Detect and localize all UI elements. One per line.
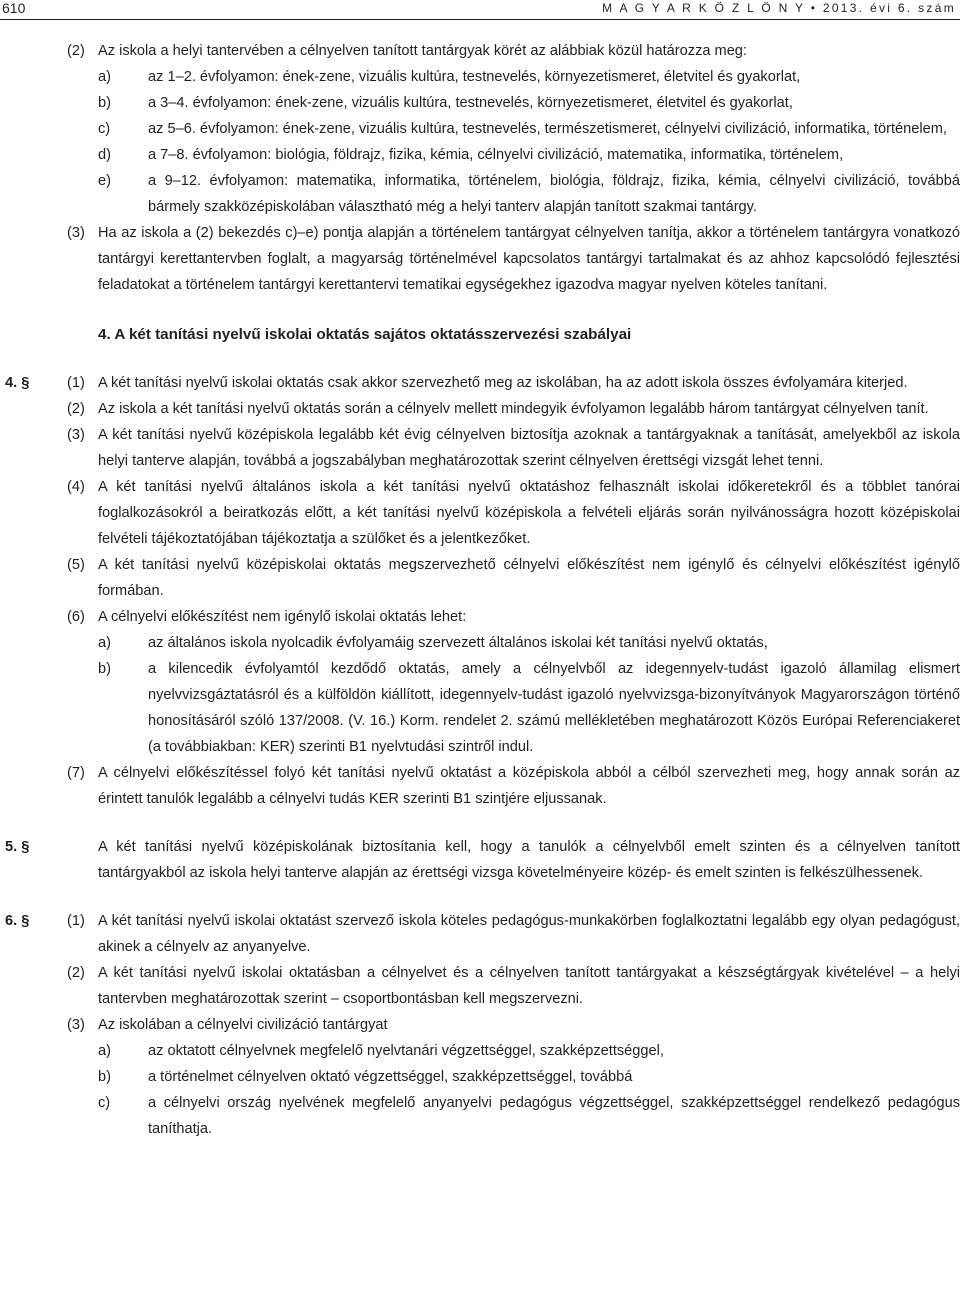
section-6 (0, 908, 960, 1142)
section-mark: 5. § (5, 839, 30, 855)
item-letter: c) (98, 121, 111, 137)
paragraph-number: (2) (67, 43, 85, 59)
item-letter: c) (98, 1095, 111, 1111)
paragraph (0, 370, 960, 396)
paragraph (0, 908, 960, 960)
paragraph-number: (5) (67, 557, 85, 573)
section-5 (0, 834, 960, 886)
paragraph (0, 552, 960, 604)
paragraph-text: az 5–6. évfolyamon: ének-zene, vizuális kultúra, testnevelés, természetismeret, célnyelvi civilizáció, informatika, történelem, (148, 121, 947, 137)
section-mark: 4. § (5, 375, 30, 391)
page-number: 610 (2, 0, 26, 16)
section-4 (0, 370, 960, 812)
list-item (0, 1064, 960, 1090)
paragraph (0, 396, 960, 422)
page-header (0, 0, 960, 22)
paragraph (0, 760, 960, 812)
item-letter: b) (98, 95, 111, 111)
paragraph (0, 604, 960, 630)
paragraph (0, 38, 960, 64)
item-letter: b) (98, 1069, 111, 1085)
paragraph-number: (1) (67, 375, 85, 391)
header-rule (0, 19, 960, 20)
paragraph-text: A két tanítási nyelvű középiskola legalább két évig célnyelven biztosítja azoknak a tantárgyaknak a tanítását, amelyekből az iskola helyi tanterve alapján, továbbá a jogszabályban meghatározottak szerint célnyelven érettségi vizsgát lehet tenni. (98, 427, 960, 469)
item-letter: b) (98, 661, 111, 677)
paragraph-text: a 9–12. évfolyamon: matematika, informatika, történelem, biológia, földrajz, fizika, kémia, célnyelvi civilizáció, továbbá bármely szakközépiskolában választható még a helyi tanterv alapján tanított szakmai tantárgy. (148, 173, 960, 215)
paragraph-text: a kilencedik évfolyamtól kezdődő oktatás, amely a célnyelvből az idegennyelv-tudást igazoló államilag elismert nyelvvizsgáztatásról és a külföldön kiállított, idegennyelv-tudást igazoló nyelvvizsga-bizonyítványok Magyarországon történő honosításáról szóló 137/2008. (V. 16.) Korm. rendelet 2. számú mellékletében meghatározott Közös Európai Referenciakeret (a továbbiakban: KER) szerinti B1 nyelvtudási szintről indul. (148, 661, 960, 755)
document-body (0, 38, 960, 1142)
journal-title: M A G Y A R K Ö Z L Ö N Y • 2013. évi 6. szám (602, 1, 956, 15)
paragraph-number: (3) (67, 225, 85, 241)
item-letter: a) (98, 69, 111, 85)
list-item (0, 116, 960, 142)
paragraph-text: A két tanítási nyelvű általános iskola a két tanítási nyelvű oktatáshoz felhasznált iskolai időkeretekről és a többlet tanórai foglalkozásokról a beiratkozás előtt, a két tanítási nyelvű középiskola a felvételi eljárás során nyilvánosságra hozott középiskolai felvételi tájékoztatójában tájékoztatja a szülőket és a jelentkezőket. (98, 479, 960, 547)
paragraph-number: (4) (67, 479, 85, 495)
paragraph-text: Az iskola a két tanítási nyelvű oktatás során a célnyelv mellett mindegyik évfolyamon legalább három tantárgyat célnyelven tanít. (98, 401, 929, 417)
paragraph-text: A két tanítási nyelvű középiskolai oktatás megszervezhető célnyelvi előkészítést nem igénylő és célnyelvi előkészítést igénylő formában. (98, 557, 960, 599)
section-gap (0, 812, 960, 834)
item-letter: a) (98, 635, 111, 651)
paragraph-number: (2) (67, 965, 85, 981)
paragraph-text: az 1–2. évfolyamon: ének-zene, vizuális kultúra, testnevelés, környezetismeret, életvitel és gyakorlat, (148, 69, 801, 85)
paragraph-text: A két tanítási nyelvű középiskolának biztosítania kell, hogy a tanulók a célnyelvből emelt szinten és a célnyelven tanított tantárgyakból az iskola helyi tanterve alapján az érettségi vizsga követelményeire közép- és emelt szinten is felkészülhessenek. (98, 839, 960, 881)
paragraph-number: (3) (67, 1017, 85, 1033)
paragraph-number: (3) (67, 427, 85, 443)
paragraph-number: (7) (67, 765, 85, 781)
item-letter: d) (98, 147, 111, 163)
paragraph-text: az általános iskola nyolcadik évfolyamáig szervezett általános iskolai két tanítási nyelvű oktatás, (148, 635, 768, 651)
paragraph-text: Az iskolában a célnyelvi civilizáció tantárgyat (98, 1017, 388, 1033)
list-item (0, 168, 960, 220)
paragraph-block-2-3 (0, 38, 960, 298)
paragraph-text: A két tanítási nyelvű iskolai oktatásban a célnyelvet és a célnyelven tanított tantárgyakat a készségtárgyak kivételével – a helyi tantervben meghatározottak szerint – csoportbontásban kell megszervezni. (98, 965, 960, 1007)
paragraph-text: a 3–4. évfolyamon: ének-zene, vizuális kultúra, testnevelés, környezetismeret, életvitel és gyakorlat, (148, 95, 793, 111)
list-item (0, 1090, 960, 1142)
paragraph-text: a történelmet célnyelven oktató végzettséggel, szakképzettséggel, továbbá (148, 1069, 633, 1085)
section-heading: 4. A két tanítási nyelvű iskolai oktatás sajátos oktatásszervezési szabályai (98, 326, 632, 343)
list-item (0, 142, 960, 168)
paragraph-text: a 7–8. évfolyamon: biológia, földrajz, fizika, kémia, célnyelvi civilizáció, matematika, informatika, történelem, (148, 147, 844, 163)
paragraph-text: A két tanítási nyelvű iskolai oktatást szervező iskola köteles pedagógus-munkakörben foglalkoztatni legalább egy olyan pedagógust, akinek a célnyelv az anyanyelve. (98, 913, 960, 955)
list-item (0, 64, 960, 90)
paragraph (0, 960, 960, 1012)
item-letter: e) (98, 173, 111, 189)
paragraph-text: A célnyelvi előkészítést nem igénylő iskolai oktatás lehet: (98, 609, 467, 625)
section-mark: 6. § (5, 913, 30, 929)
paragraph-number: (6) (67, 609, 85, 625)
section-gap (0, 886, 960, 908)
list-item (0, 90, 960, 116)
paragraph-number: (1) (67, 913, 85, 929)
paragraph-text: A célnyelvi előkészítéssel folyó két tanítási nyelvű oktatást a középiskola abból a célból szervezheti meg, hogy annak során az érintett tanulók legalább a célnyelvi tudás KER szerinti B1 szintjére eljussanak. (98, 765, 960, 807)
paragraph (0, 220, 960, 298)
list-item (0, 656, 960, 760)
paragraph (0, 1012, 960, 1038)
paragraph (0, 422, 960, 474)
paragraph-number: (2) (67, 401, 85, 417)
paragraph-text: Az iskola a helyi tantervében a célnyelven tanított tantárgyak körét az alábbiak közül határozza meg: (98, 43, 747, 59)
list-item (0, 1038, 960, 1064)
paragraph-text: A két tanítási nyelvű iskolai oktatás csak akkor szervezhető meg az iskolában, ha az adott iskola összes évfolyamára kiterjed. (98, 375, 908, 391)
list-item (0, 630, 960, 656)
item-letter: a) (98, 1043, 111, 1059)
paragraph-text: a célnyelvi ország nyelvének megfelelő anyanyelvi pedagógus végzettséggel, szakképzettséggel rendelkező pedagógus taníthatja. (148, 1095, 960, 1137)
paragraph (0, 474, 960, 552)
paragraph-text: Ha az iskola a (2) bekezdés c)–e) pontja alapján a történelem tantárgyat célnyelven tanítja, akkor a történelem tantárgyra vonatkozó tantárgyi kerettantervben foglalt, a magyarság történelmével kapcsolatos tantárgyi tartalmakat és az ahhoz kapcsolódó fejlesztési feladatokat a történelem tantárgyi kerettantervi tematikai egységekhez igazodva magyar nyelven köteles tanítani. (98, 225, 960, 293)
paragraph-text: az oktatott célnyelvnek megfelelő nyelvtanári végzettséggel, szakképzettséggel, (148, 1043, 664, 1059)
paragraph (0, 834, 960, 886)
